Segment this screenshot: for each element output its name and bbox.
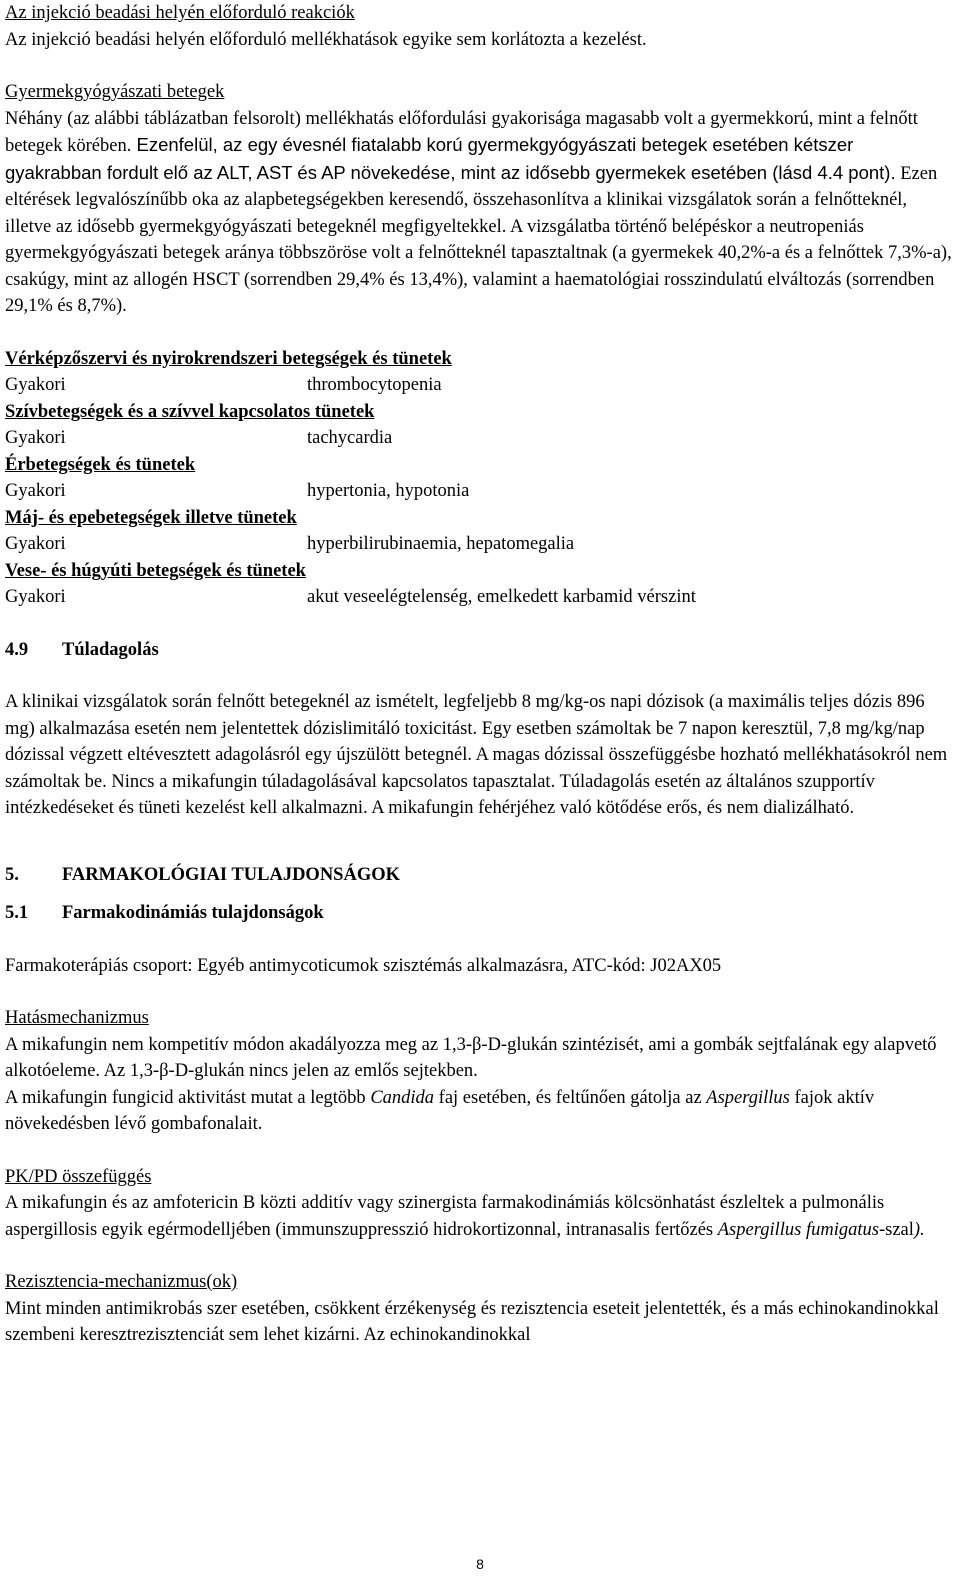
resistance-heading: Rezisztencia-mechanizmus(ok) bbox=[5, 1272, 238, 1292]
adverse-reaction-table bbox=[5, 346, 953, 611]
injection-site-text: Az injekció beadási helyén előforduló mellékhatások egyike sem korlátozta a kezelést. bbox=[5, 29, 647, 50]
adverse-effect: akut veseelégtelenség, emelkedett karbamid vérszint bbox=[307, 587, 696, 607]
adverse-effect: hypertonia, hypotonia bbox=[307, 481, 470, 501]
soc-heading: Vérképzőszervi és nyirokrendszeri betegségek és tünetek bbox=[5, 348, 452, 369]
soc-heading: Máj- és epebetegségek illetve tünetek bbox=[5, 507, 297, 528]
section-number: 4.9 bbox=[5, 639, 29, 660]
mechanism-text-2: A mikafungin fungicid aktivitást mutat a legtöbb Candida faj esetében, és feltűnően gátolja az Aspergillus fajok aktív növekedésben lévő gombafonalait. bbox=[5, 1087, 875, 1134]
frequency: Gyakori bbox=[5, 428, 66, 448]
pkpd-text: A mikafungin és az amfotericin B közti additív vagy szinergista farmakodinámiás kölcsönhatást észleltek a pulmonális aspergillosis egyik egérmodelljében (immunszuppresszió hidrokortizonnal, intranasalis fertőzés Aspergillus fumigatus-szal). bbox=[5, 1193, 925, 1240]
section-title: Farmakodinámiás tulajdonságok bbox=[62, 903, 324, 923]
soc-heading: Vese- és húgyúti betegségek és tünetek bbox=[5, 560, 306, 581]
soc-heading: Szívbetegségek és a szívvel kapcsolatos tünetek bbox=[5, 401, 375, 422]
adverse-effect: thrombocytopenia bbox=[307, 375, 442, 395]
page-number: 8 bbox=[476, 1556, 484, 1572]
document-page bbox=[5, 0, 953, 1349]
section-number: 5. bbox=[5, 864, 19, 885]
pharmacotherapeutic-group: Farmakoterápiás csoport: Egyéb antimycoticumok szisztémás alkalmazásra, ATC-kód: J02AX05 bbox=[5, 955, 722, 976]
mechanism-text-1: A mikafungin nem kompetitív módon akadályozza meg az 1,3-β-D-glukán szintézisét, ami a gombák sejtfalának egy alapvető alkotóeleme. Az 1,3-β-D-glukán nincs jelen az emlős sejtekben. bbox=[5, 1034, 937, 1081]
pediatric-heading: Gyermekgyógyászati betegek bbox=[5, 82, 225, 102]
section-title: FARMAKOLÓGIAI TULAJDONSÁGOK bbox=[62, 864, 400, 885]
adr-row bbox=[5, 372, 953, 399]
frequency: Gyakori bbox=[5, 534, 66, 554]
section-5-heading bbox=[5, 862, 953, 889]
adr-row bbox=[5, 478, 953, 505]
resistance-text: Mint minden antimikrobás szer esetében, csökkent érzékenység és rezisztencia eseteit jelentették, és a más echinokandinokkal szembeni keresztrezisztenciát sem lehet kizárni. Az echinokandinokkal bbox=[5, 1298, 939, 1345]
overdose-heading bbox=[5, 637, 953, 664]
soc-heading: Érbetegségek és tünetek bbox=[5, 454, 196, 475]
section-number: 5.1 bbox=[5, 903, 29, 923]
adr-row bbox=[5, 531, 953, 558]
adverse-effect: tachycardia bbox=[307, 428, 393, 448]
adverse-effect: hyperbilirubinaemia, hepatomegalia bbox=[307, 534, 575, 554]
section-5-1-heading bbox=[5, 900, 953, 927]
overdose-text: A klinikai vizsgálatok során felnőtt betegeknél az ismételt, legfeljebb 8 mg/kg-os napi dózisok (a maximális teljes dózis 896 mg) alkalmazása esetén nem jelentettek dózislimitáló toxicitást. Egy esetben számoltak be 7 napon keresztül, 7,8 mg/kg/nap dózissal végzett eltévesztett adagolásról egy újszülött betegnél. A magas dózissal összefüggésbe hozható mellékhatásokról nem számoltak be. Nincs a mikafungin túladagolásával kapcsolatos tapasztalat. Túladagolás esetén az általános szupportív intézkedéseket és tüneti kezelést kell alkalmazni. A mikafungin fehérjéhez való kötődése erős, és nem dializálható. bbox=[5, 692, 948, 818]
adr-row bbox=[5, 425, 953, 452]
section-title: Túladagolás bbox=[62, 639, 159, 660]
frequency: Gyakori bbox=[5, 375, 66, 395]
pkpd-heading: PK/PD összefüggés bbox=[5, 1166, 152, 1187]
frequency: Gyakori bbox=[5, 481, 66, 501]
pediatric-paragraph: Néhány (az alábbi táblázatban felsorolt) mellékhatás előfordulási gyakorisága magasabb volt a gyermekkorú, mint a felnőtt betegek körében. Ezenfelül, az egy évesnél fiatalabb korú gyermekgyógyászati betegek esetében kétszer gyakrabban fordult elő az ALT, AST és AP növekedése, mint az idősebb gyermekek esetében (lásd 4.4 pont). Ezen eltérések legvalószínűbb oka az alapbetegségekben keresendő, összehasonlítva a klinikai vizsgálatok során a felnőtteknél, illetve az idősebb gyermekgyógyászati betegeknél megfigyeltekkel. A vizsgálatba történő belépéskor a neutropeniás gyermekgyógyászati betegek aránya többszöröse volt a felnőtteknél tapasztaltnak (a gyermekek 40,2%-a és a felnőttek 7,3%-a), csakúgy, mint az allogén HSCT (sorrendben 29,4% és 13,4%), valamint a haematológiai rosszindulatú elváltozás (sorrendben 29,1% és 8,7%). bbox=[5, 108, 952, 316]
injection-site-heading: Az injekció beadási helyén előforduló reakciók bbox=[5, 3, 355, 23]
adr-row bbox=[5, 584, 953, 611]
mechanism-heading: Hatásmechanizmus bbox=[5, 1008, 149, 1028]
frequency: Gyakori bbox=[5, 587, 66, 607]
